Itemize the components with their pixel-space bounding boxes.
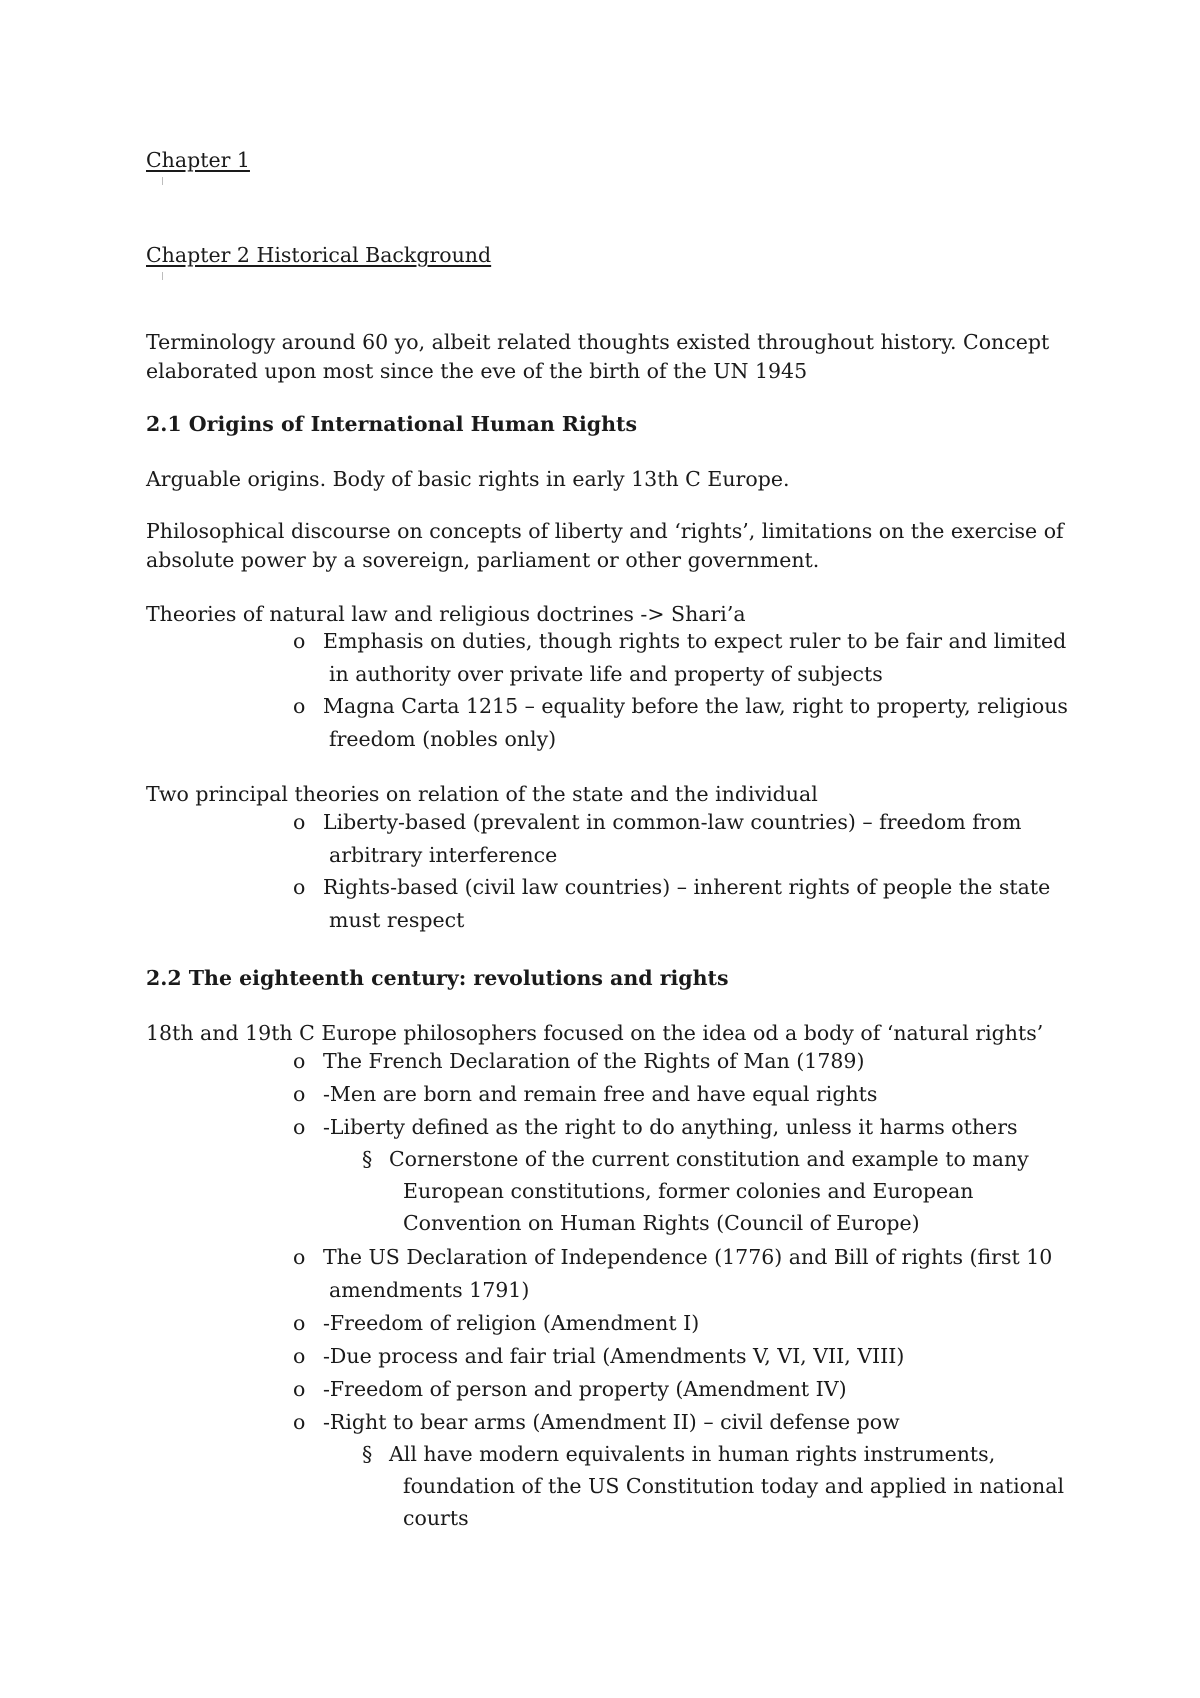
sub-list-item: courts	[403, 1506, 469, 1530]
list-item: -Liberty defined as the right to do anything, unless it harms others	[323, 1115, 1018, 1139]
cursor-mark	[162, 177, 163, 185]
list-item: in authority over private life and property of subjects	[329, 662, 883, 686]
chapter-1-heading: Chapter 1	[146, 148, 250, 172]
list-item: freedom (nobles only)	[329, 727, 557, 751]
chapter-2-heading: Chapter 2 Historical Background	[146, 243, 492, 267]
intro-line: Terminology around 60 yo, albeit related thoughts existed throughout history. Concept	[146, 330, 1050, 354]
list-item: -Due process and fair trial (Amendments V, VI, VII, VIII)	[323, 1344, 905, 1368]
paragraph: absolute power by a sovereign, parliament or other government.	[146, 548, 820, 572]
list-item: -Freedom of person and property (Amendment IV)	[323, 1377, 847, 1401]
bullet-o: o	[293, 1115, 306, 1139]
sub-list-item: European constitutions, former colonies and European	[403, 1179, 974, 1203]
bullet-section-sign: §	[362, 1442, 373, 1466]
intro-line: elaborated upon most since the eve of the birth of the UN 1945	[146, 359, 808, 383]
list-item: The French Declaration of the Rights of Man (1789)	[323, 1049, 865, 1073]
paragraph: Arguable origins. Body of basic rights in early 13th C Europe.	[146, 467, 790, 491]
paragraph: Philosophical discourse on concepts of liberty and ‘rights’, limitations on the exercise of	[146, 519, 1064, 543]
sub-list-item: Cornerstone of the current constitution and example to many	[389, 1147, 1029, 1171]
bullet-o: o	[293, 1049, 306, 1073]
section-2-1-heading: 2.1 Origins of International Human Rights	[146, 412, 637, 436]
bullet-o: o	[293, 1377, 306, 1401]
list-item: arbitrary interference	[329, 843, 558, 867]
list-item: Emphasis on duties, though rights to expect ruler to be fair and limited	[323, 629, 1067, 653]
paragraph: Two principal theories on relation of the state and the individual	[146, 782, 818, 806]
sub-list-item: foundation of the US Constitution today and applied in national	[403, 1474, 1065, 1498]
bullet-o: o	[293, 1082, 306, 1106]
paragraph: 18th and 19th C Europe philosophers focused on the idea od a body of ‘natural rights’	[146, 1021, 1044, 1045]
list-item: must respect	[329, 908, 465, 932]
list-item: Magna Carta 1215 – equality before the law, right to property, religious	[323, 694, 1068, 718]
bullet-o: o	[293, 1344, 306, 1368]
bullet-o: o	[293, 1245, 306, 1269]
cursor-mark	[162, 272, 163, 280]
list-item: Rights-based (civil law countries) – inherent rights of people the state	[323, 875, 1051, 899]
list-item: amendments 1791)	[329, 1278, 530, 1302]
bullet-o: o	[293, 1311, 306, 1335]
section-2-2-heading: 2.2 The eighteenth century: revolutions and rights	[146, 966, 729, 990]
list-item: -Freedom of religion (Amendment I)	[323, 1311, 700, 1335]
bullet-section-sign: §	[362, 1147, 373, 1171]
sub-list-item: Convention on Human Rights (Council of Europe)	[403, 1211, 920, 1235]
bullet-o: o	[293, 875, 306, 899]
list-item: Liberty-based (prevalent in common-law countries) – freedom from	[323, 810, 1022, 834]
paragraph: Theories of natural law and religious doctrines -> Shari’a	[146, 602, 746, 626]
sub-list-item: All have modern equivalents in human rights instruments,	[389, 1442, 996, 1466]
list-item: -Right to bear arms (Amendment II) – civil defense pow	[323, 1410, 900, 1434]
bullet-o: o	[293, 694, 306, 718]
bullet-o: o	[293, 810, 306, 834]
bullet-o: o	[293, 629, 306, 653]
bullet-o: o	[293, 1410, 306, 1434]
list-item: The US Declaration of Independence (1776) and Bill of rights (first 10	[323, 1245, 1053, 1269]
list-item: -Men are born and remain free and have equal rights	[323, 1082, 878, 1106]
